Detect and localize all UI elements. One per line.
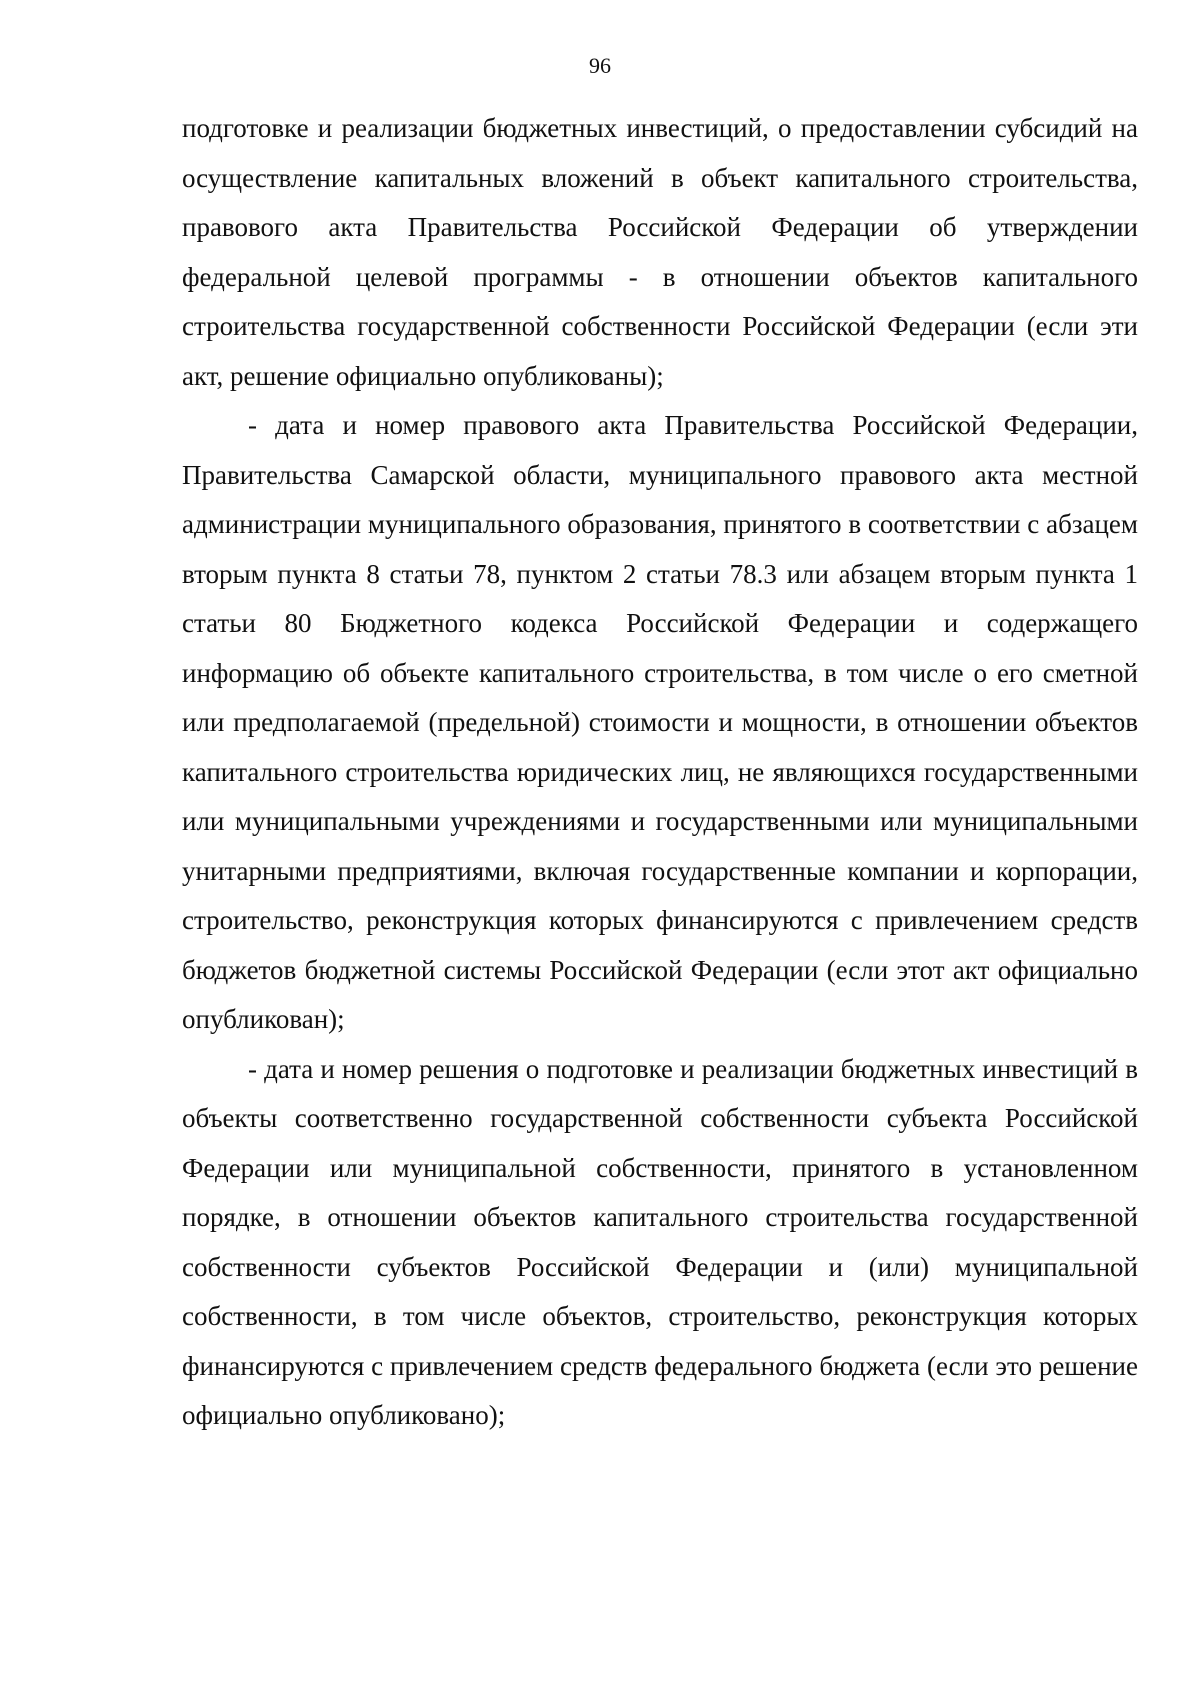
paragraph-continuation: подготовке и реализации бюджетных инвестиций, о предоставлении субсидий на осуществление капитальных вложений в объект капитального строительства, правового акта Правительства Российской Федерации об утверждении федеральной целевой программы - в отношении объектов капитального строительства государственной собственности Российской Федерации (если эти акт, решение официально опубликованы);: [182, 113, 1138, 391]
paragraph-legal-act-item: - дата и номер правового акта Правительства Российской Федерации, Правительства Самарской области, муниципального правового акта местной администрации муниципального образования, принятого в соответствии с абзацем вторым пункта 8 статьи 78, пунктом 2 статьи 78.3 или абзацем вторым пункта 1 статьи 80 Бюджетного кодекса Российской Федерации и содержащего информацию об объекте капитального строительства, в том числе о его сметной или предполагаемой (предельной) стоимости и мощности, в отношении объектов капитального строительства юридических лиц, не являющихся государственными или муниципальными учреждениями и государственными или муниципальными унитарными предприятиями, включая государственные компании и корпорации, строительство, реконструкция которых финансируются с привлечением средств бюджетов бюджетной системы Российской Федерации (если этот акт официально опубликован);: [182, 410, 1138, 1034]
paragraph-decision-item: - дата и номер решения о подготовке и реализации бюджетных инвестиций в объекты соответственно государственной собственности субъекта Российской Федерации или муниципальной собственности, принятого в установленном порядке, в отношении объектов капитального строительства государственной собственности субъектов Российской Федерации и (или) муниципальной собственности, в том числе объектов, строительство, реконструкция которых финансируются с привлечением средств федерального бюджета (если это решение официально опубликовано);: [182, 1053, 1138, 1430]
page-number: 96: [589, 53, 611, 78]
document-body: [182, 104, 1138, 1441]
